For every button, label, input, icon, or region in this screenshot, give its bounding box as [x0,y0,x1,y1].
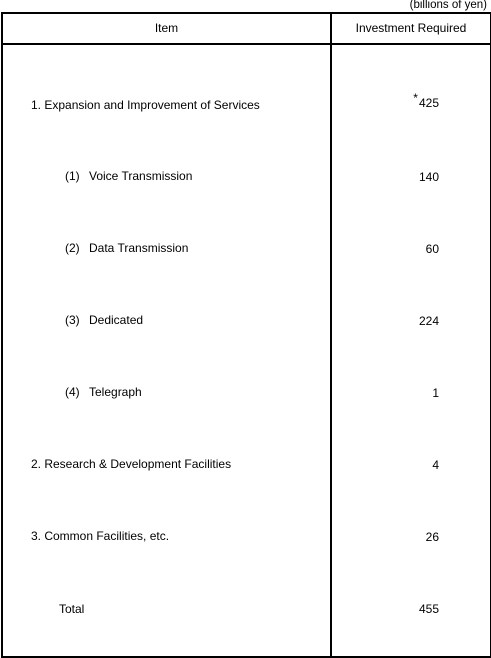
row-number: (4) [65,385,80,399]
row-value-telegraph: 1 [432,386,439,400]
header-item: Item [154,21,179,35]
row-text: Telegraph [89,385,142,399]
row-label-telegraph [65,385,142,399]
table-header [3,14,490,45]
row-value-data: 60 [425,242,439,256]
row-label-voice [65,169,192,183]
unit-note: (billions of yen) [409,0,487,11]
value-text: 425 [418,96,439,110]
row-number: (2) [65,241,80,255]
row-value-expansion [413,91,439,110]
investment-table [1,12,491,658]
column-divider [330,14,332,656]
row-value-voice: 140 [418,170,439,184]
row-number: (1) [65,169,80,183]
row-value-common: 26 [425,530,439,544]
row-value-research: 4 [432,458,439,472]
row-value-dedicated: 224 [418,314,439,328]
row-label-common: 3. Common Facilities, etc. [31,529,170,543]
row-number: (3) [65,313,80,327]
row-label-research: 2. Research & Development Facilities [31,457,232,471]
row-label-data [65,241,188,255]
row-label-dedicated [65,313,143,327]
asterisk-marker: * [413,91,418,105]
row-label-total: Total [59,602,85,616]
header-investment-required: Investment Required [355,21,467,35]
row-text: Data Transmission [89,241,189,255]
row-text: Dedicated [89,313,144,327]
row-text: Voice Transmission [89,169,193,183]
row-label-expansion: 1. Expansion and Improvement of Services [31,98,260,112]
row-value-total: 455 [418,602,439,616]
